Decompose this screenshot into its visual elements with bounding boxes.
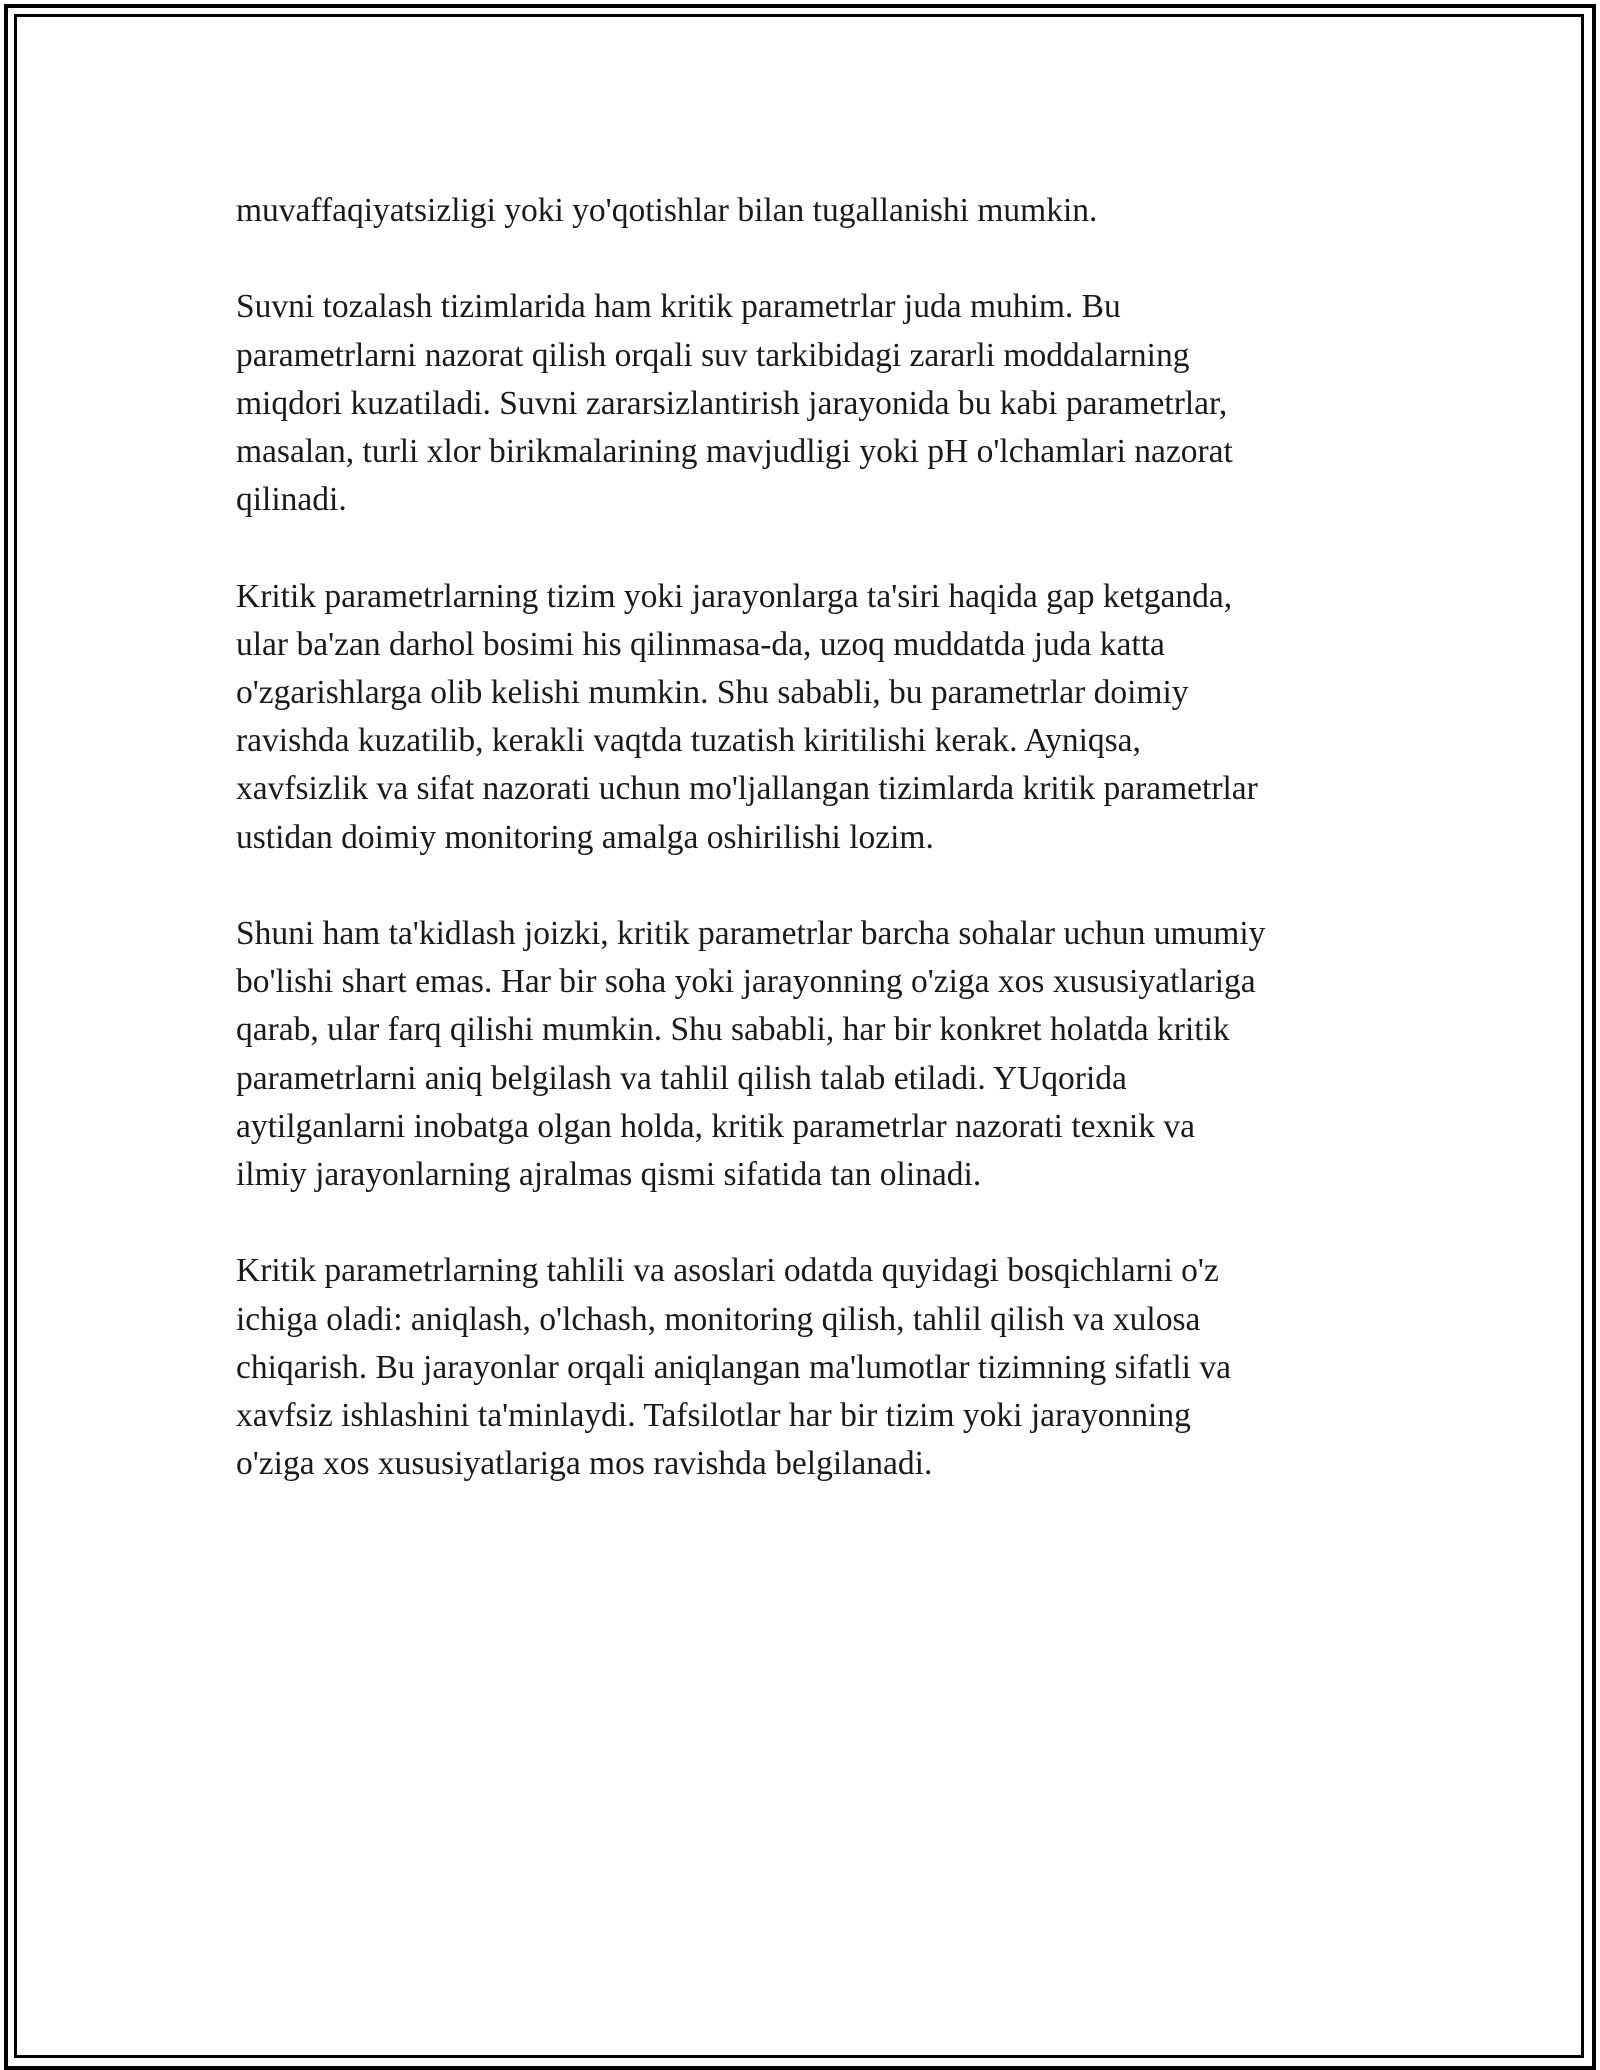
paragraph-1: muvaffaqiyatsizligi yoki yo'qotishlar bilan tugallanishi mumkin. [236,192,1098,229]
paragraph-3: Kritik parametrlarning tizim yoki jarayonlarga ta'siri haqida gap ketganda, ular ba'zan darhol bosimi his qilinmasa-da, uzoq muddatda juda katta o'zgarishlarga olib kelishi mumkin. Shu sababli, bu parametrlar doimiy ravishda kuzatilib, kerakli vaqtda tuzatish kiritilishi kerak. Ayniqsa, xavfsizlik va sifat nazorati uchun mo'ljallangan tizimlarda kritik parametrlar ustidan doimiy monitoring amalga oshirilishi lozim. [236,577,1258,856]
paragraph-4: Shuni ham ta'kidlash joizki, kritik parametrlar barcha sohalar uchun umumiy bo'lishi shart emas. Har bir soha yoki jarayonning o'ziga xos xususiyatlariga qarab, ular farq qilishi mumkin. Shu sababli, har bir konkret holatda kritik parametrlarni aniq belgilash va tahlil qilish talab etiladi. YUqorida aytilganlarni inobatga olgan holda, kritik parametrlar nazorati texnik va ilmiy jarayonlarning ajralmas qismi sifatida tan olinadi. [236,915,1266,1194]
paragraph-5: Kritik parametrlarning tahlili va asoslari odatda quyidagi bosqichlarni o'z ichiga oladi: aniqlash, o'lchash, monitoring qilish, tahlil qilish va xulosa chiqarish. Bu jarayonlar orqali aniqlangan ma'lumotlar tizimning sifatli va xavfsiz ishlashini ta'minlaydi. Tafsilotlar har bir tizim yoki jarayonning o'ziga xos xususiyatlariga mos ravishda belgilanadi. [236,1252,1231,1483]
paragraph-2: Suvni tozalash tizimlarida ham kritik parametrlar juda muhim. Bu parametrlarni nazorat qilish orqali suv tarkibidagi zararli moddalarning miqdori kuzatiladi. Suvni zararsizlantirish jarayonida bu kabi parametrlar, masalan, turli xlor birikmalarining mavjudligi yoki pH o'lchamlari nazorat qilinadi. [236,288,1233,519]
document-body [236,187,1376,1537]
